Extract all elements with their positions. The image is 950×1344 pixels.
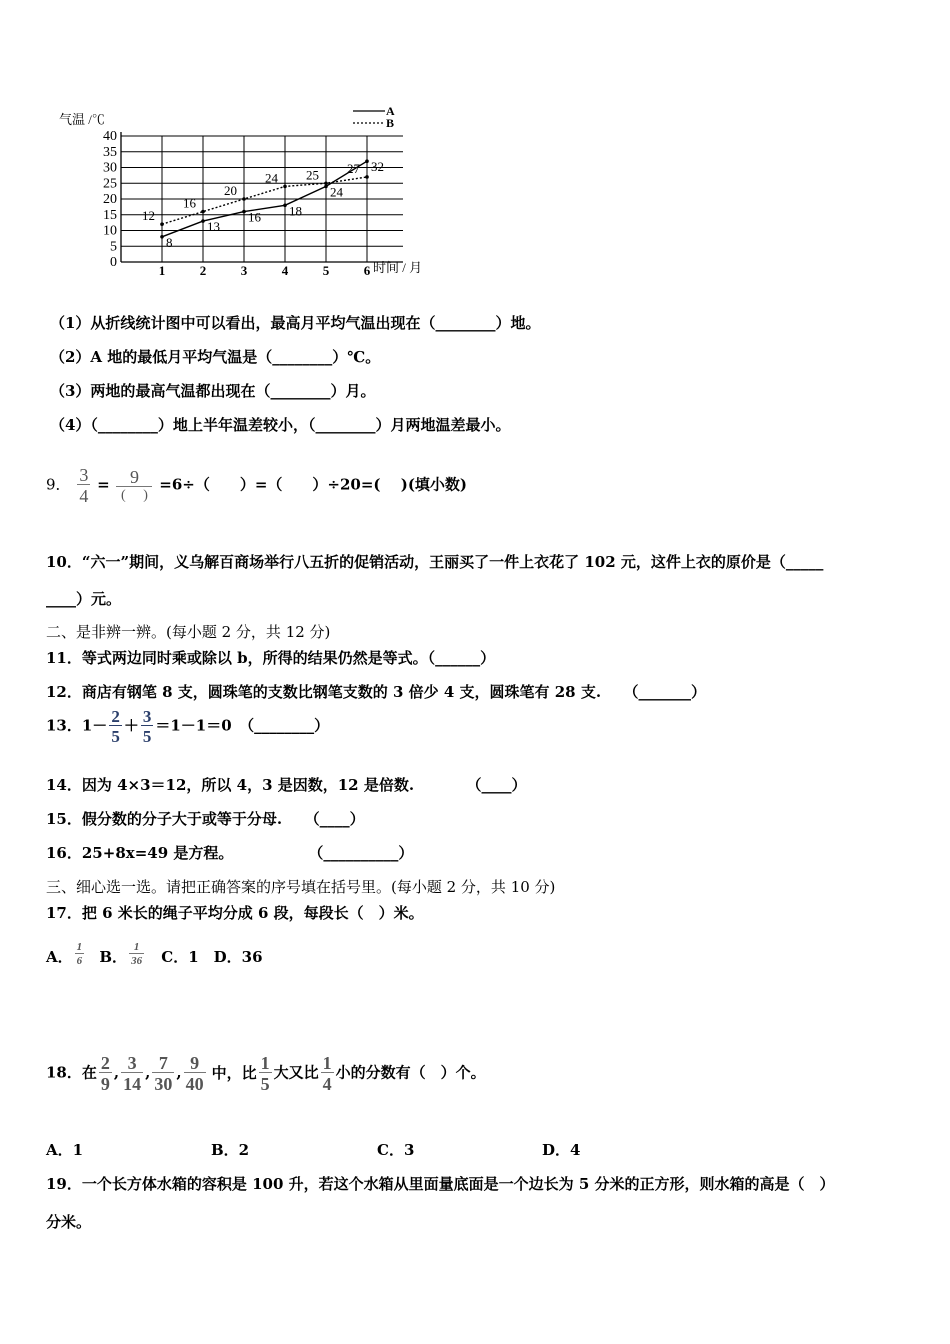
legend-a-label: A <box>386 104 395 118</box>
label-B-1: 12 <box>142 208 155 224</box>
y-tick-15: 15 <box>103 207 117 223</box>
point-A-5 <box>324 185 328 189</box>
label-B-4: 24 <box>265 170 278 186</box>
x-axis-label: 时间 / 月 <box>373 260 423 275</box>
label-B-2: 16 <box>183 195 196 211</box>
section-3-heading: 三、细心选一选。请把正确答案的序号填在括号里。(每小题 2 分，共 10 分) <box>46 878 556 896</box>
label-A-4: 18 <box>289 203 302 219</box>
y-tick-0: 0 <box>110 255 117 270</box>
q9-fraction-9-blank: $\frac{9}{( )}$ <box>116 468 152 503</box>
point-A-2 <box>201 219 205 223</box>
q18-option-c: C．3 <box>377 1141 415 1159</box>
label-A-6: 32 <box>371 159 384 175</box>
question-18: 18．在 $\frac{2}{9}$ , $\frac{3}{14}$ , $\frac{7}{30}$ , $\frac{9}{40}$ 中，比 $\frac{1}{5}$ 大又比 $\frac{1}{4}$ 小的分数有（ ）个。 <box>46 1053 486 1094</box>
point-B-4 <box>283 185 287 189</box>
q8-item-2: （2）A 地的最低月平均气温是（________）℃。 <box>50 348 381 366</box>
legend-b-label: B <box>386 116 395 130</box>
y-axis-label: 气温 /℃ <box>59 112 105 127</box>
q19-line-2: 分米。 <box>46 1213 92 1231</box>
label-B-5: 25 <box>306 167 319 183</box>
data-labels <box>142 159 384 250</box>
section-2-heading: 二、是非辨一辨。(每小题 2 分，共 12 分) <box>46 623 331 641</box>
x-tick-5: 5 <box>322 263 330 278</box>
q8-item-3: （3）两地的最高气温都出现在（________）月。 <box>50 382 376 400</box>
q18-option-b: B．2 <box>211 1141 250 1159</box>
question-12: 12．商店有钢笔 8 支，圆珠笔的支数比钢笔支数的 3 倍少 4 支，圆珠笔有 28 支. （_______） <box>46 683 707 701</box>
q17-fraction-1-6: $\frac{1}{6}$ <box>76 941 83 967</box>
point-B-6 <box>365 175 369 179</box>
x-tick-4: 4 <box>281 263 289 278</box>
point-B-1 <box>160 222 164 226</box>
q8-item-4: （4）（________）地上半年温差较小，（________）月两地温差最小。 <box>50 416 511 434</box>
question-11: 11．等式两边同时乘或除以 b，所得的结果仍然是等式。（______） <box>46 649 496 667</box>
y-tick-25: 25 <box>103 176 117 192</box>
q19-line-1: 19．一个长方体水箱的容积是 100 升，若这个水箱从里面量底面是一个边长为 5 分米的正方形，则水箱的高是（ ） <box>46 1175 835 1193</box>
label-A-5: 24 <box>330 184 343 200</box>
point-A-4 <box>283 204 287 208</box>
question-16: 16．25+8x=49 是方程。 （__________） <box>46 844 414 862</box>
x-tick-3: 3 <box>240 263 248 278</box>
q9-fraction-3-4: $\frac{3}{4}$ <box>79 465 89 506</box>
point-B-3 <box>242 197 246 201</box>
q9-rest: =6÷（ ）=（ ）÷20=( )(填小数) <box>159 475 468 494</box>
question-13: 13．1－ $\frac{2}{5}$ ＋ $\frac{3}{5}$ ＝1－1＝0 （________） <box>46 707 330 746</box>
x-tick-2: 2 <box>199 263 207 278</box>
q13-fraction-2-5: $\frac{2}{5}$ <box>111 707 120 746</box>
x-tick-6: 6 <box>363 263 371 278</box>
y-tick-5: 5 <box>110 239 117 255</box>
y-tick-10: 10 <box>103 223 117 239</box>
y-tick-35: 35 <box>103 144 117 160</box>
label-A-2: 13 <box>207 219 220 235</box>
x-tick-1: 1 <box>158 263 166 278</box>
y-tick-30: 30 <box>103 160 117 176</box>
label-A-3: 16 <box>248 209 261 225</box>
question-9: 9． $\frac{3}{4}$ = $\frac{9}{( )}$ =6÷（ ）=（ ）÷20=( )(填小数) <box>46 465 468 506</box>
question-14: 14．因为 4×3＝12，所以 4，3 是因数，12 是倍数. （____） <box>46 776 527 794</box>
q17-options: A． $\frac{1}{6}$ B． $\frac{1}{36}$ C．1 D．36 <box>46 941 263 967</box>
point-B-2 <box>201 210 205 214</box>
chart-grid <box>121 132 403 262</box>
q17-stem: 17．把 6 米长的绳子平均分成 6 段，每段长（ ）米。 <box>46 904 424 922</box>
q13-fraction-3-5: $\frac{3}{5}$ <box>142 707 152 746</box>
q8-item-1: （1）从折线统计图中可以看出，最高月平均气温出现在（________）地。 <box>50 314 541 332</box>
q17-fraction-1-36: $\frac{1}{36}$ <box>131 941 143 967</box>
label-B-6: 27 <box>347 160 360 176</box>
q18-option-a: A．1 <box>46 1141 84 1159</box>
y-tick-20: 20 <box>103 192 117 207</box>
point-A-6 <box>365 159 369 163</box>
y-tick-labels <box>103 129 117 270</box>
point-B-5 <box>324 181 328 185</box>
label-A-1: 8 <box>166 234 173 250</box>
label-B-3: 20 <box>224 183 237 198</box>
q10-line-1: 10．“六一”期间，义乌解百商场举行八五折的促销活动，王丽买了一件上衣花了 102 元，这件上衣的原价是（_____ <box>46 553 824 571</box>
q9-number: 9． <box>46 475 71 494</box>
q18-option-d: D．4 <box>542 1141 581 1159</box>
x-tick-labels <box>159 263 371 278</box>
temperature-line-chart <box>55 100 445 280</box>
q10-line-2: ____）元。 <box>46 590 122 608</box>
y-tick-40: 40 <box>103 129 117 144</box>
question-15: 15．假分数的分子大于或等于分母. （____） <box>46 810 365 828</box>
point-A-3 <box>242 210 246 214</box>
point-A-1 <box>160 235 164 239</box>
